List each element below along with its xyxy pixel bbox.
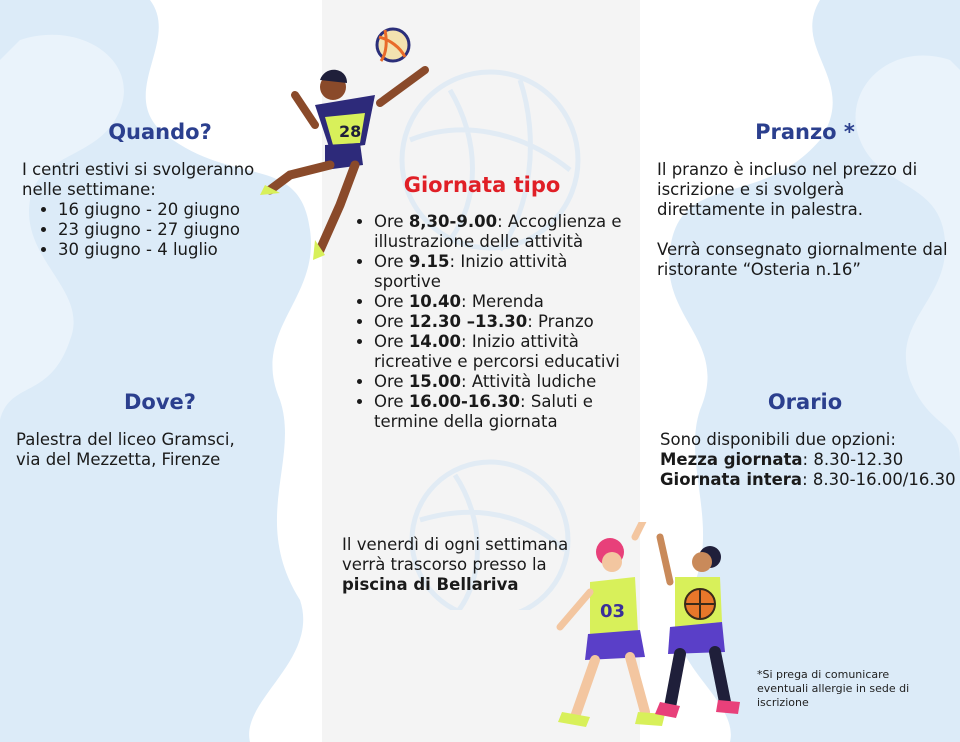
pranzo-paragraph-1: Il pranzo è incluso nel prezzo di iscrizione e si svolgerà direttamente in palestra. [657, 160, 918, 219]
spacer [657, 220, 952, 240]
schedule-list [352, 212, 622, 432]
giornata-schedule [352, 212, 622, 432]
svg-text:03: 03 [600, 601, 626, 622]
weeks-list [22, 200, 292, 260]
orario-heading: Orario [767, 390, 843, 414]
quando-intro: I centri estivi si svolgeranno nelle settimane: [22, 160, 255, 199]
allergy-footnote: *Si prega di comunicare eventuali allergie in sede di iscrizione [757, 668, 910, 709]
quando-section [22, 160, 292, 260]
pranzo-heading: Pranzo * [755, 120, 855, 144]
list-item: • Ore 9.15: Inizio attività sportive [374, 252, 622, 292]
basketball-players-illustration [550, 522, 750, 737]
list-item: • 30 giugno - 4 luglio [58, 240, 292, 260]
orario-section [660, 430, 958, 490]
list-item: • Ore 15.00: Attività ludiche [374, 372, 622, 392]
list-item: • Ore 12.30 –13.30: Pranzo [374, 312, 622, 332]
orario-option-1: Mezza giornata: 8.30-12.30 [660, 450, 904, 469]
list-item: • Ore 8,30-9.00: Accoglienza e illustrazione delle attività [374, 212, 622, 252]
dove-line-2: via del Mezzetta, Firenze [16, 450, 221, 469]
list-item: • 16 giugno - 20 giugno [58, 200, 292, 220]
friday-text: Il venerdì di ogni settimana verrà trascorso presso la [342, 535, 569, 574]
quando-heading: Quando? [108, 120, 212, 144]
dove-section [16, 430, 306, 470]
pranzo-section [657, 160, 952, 280]
pranzo-paragraph-2: Verrà consegnato giornalmente dal ristorante “Osteria n.16” [657, 240, 948, 279]
orario-option-2: Giornata intera: 8.30-16.00/16.30 [660, 470, 956, 489]
list-item: • Ore 10.40: Merenda [374, 292, 622, 312]
friday-location: piscina di Bellariva [342, 575, 519, 594]
dove-heading: Dove? [124, 390, 196, 414]
svg-text:28: 28 [339, 122, 362, 141]
list-item: • Ore 16.00-16.30: Saluti e termine della giornata [374, 392, 622, 432]
orario-intro: Sono disponibili due opzioni: [660, 430, 896, 449]
dove-line-1: Palestra del liceo Gramsci, [16, 430, 235, 449]
list-item: • Ore 14.00: Inizio attività ricreative e percorsi educativi [374, 332, 622, 372]
list-item: • 23 giugno - 27 giugno [58, 220, 292, 240]
giornata-tipo-heading: Giornata tipo [403, 173, 561, 197]
